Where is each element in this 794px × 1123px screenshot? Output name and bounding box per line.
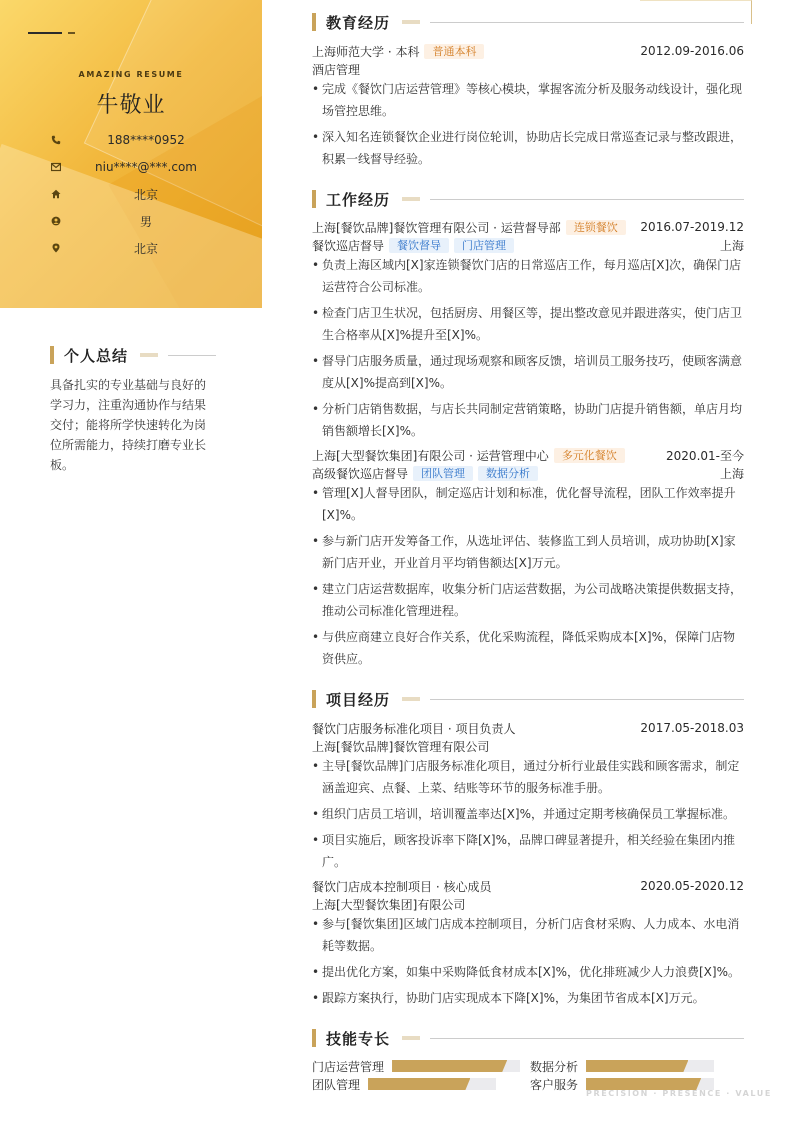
title-rule bbox=[430, 1038, 744, 1039]
job-role: 餐饮巡店督导 bbox=[312, 238, 385, 253]
location-value: 北京 bbox=[133, 241, 158, 256]
skills-title: 技能专长 bbox=[326, 1029, 391, 1048]
gender-value: 男 bbox=[139, 214, 152, 229]
decor-line bbox=[28, 32, 62, 34]
project-org: 上海[大型餐饮集团]有限公司 bbox=[312, 897, 466, 912]
projects-title: 项目经历 bbox=[326, 690, 391, 709]
school-name: 上海师范大学 · 本科 bbox=[312, 44, 420, 59]
title-accent-bar bbox=[312, 1029, 316, 1047]
job-city: 上海 bbox=[719, 466, 744, 481]
job-date: 2020.01-至今 bbox=[666, 448, 744, 463]
job-bullet: • 建立门店运营数据库，收集分析门店运营数据，为公司战略决策提供数据支持，推动公司标准化管理进程。 bbox=[312, 582, 743, 618]
education-title: 教育经历 bbox=[326, 13, 391, 32]
project-entry-head bbox=[312, 719, 744, 737]
title-dash bbox=[402, 20, 420, 24]
education-bullet: • 完成《餐饮门店运营管理》等核心模块，掌握客流分析及服务动线设计，强化现场管控思维。 bbox=[312, 82, 743, 118]
industry-tag: 连锁餐饮 bbox=[566, 220, 626, 235]
job-entry-head bbox=[312, 446, 744, 464]
skill-fill bbox=[368, 1078, 470, 1090]
title-dash bbox=[402, 697, 420, 701]
mail-icon bbox=[50, 161, 62, 173]
degree-tag: 普通本科 bbox=[424, 44, 484, 59]
title-rule bbox=[430, 699, 744, 700]
candidate-name: 牛敬业 bbox=[96, 93, 166, 118]
skills-section-title bbox=[312, 1029, 744, 1047]
education-bullet: • 深入知名连锁餐饮企业进行岗位轮训，协助店长完成日常巡查记录与整改跟进，积累一线督导经验。 bbox=[312, 130, 743, 166]
skill-tag: 数据分析 bbox=[478, 466, 538, 481]
job-bullet: • 负责上海区域内[X]家连锁餐饮门店的日常巡店工作，每月巡店[X]次，确保门店运营符合公司标准。 bbox=[312, 258, 742, 294]
project-date: 2020.05-2020.12 bbox=[640, 879, 744, 893]
gender-icon bbox=[50, 215, 62, 227]
title-rule bbox=[168, 355, 216, 356]
projects-section-title bbox=[312, 690, 744, 708]
tagline: AMAZING RESUME bbox=[78, 70, 184, 79]
phone-icon bbox=[50, 134, 62, 146]
skill-name: 客户服务 bbox=[530, 1077, 579, 1092]
phone-value: 188****0952 bbox=[107, 133, 185, 147]
skill-track bbox=[368, 1078, 496, 1090]
summary-title: 个人总结 bbox=[64, 346, 129, 365]
job-role-row bbox=[312, 236, 744, 254]
skill-tag: 门店管理 bbox=[454, 238, 514, 253]
skill-item bbox=[530, 1059, 714, 1073]
contact-location bbox=[50, 239, 230, 257]
title-rule bbox=[430, 22, 744, 23]
home-icon bbox=[50, 188, 62, 200]
skill-name: 门店运营管理 bbox=[312, 1059, 385, 1074]
skill-item bbox=[312, 1077, 496, 1091]
education-entry-head bbox=[312, 42, 744, 60]
education-section-title bbox=[312, 13, 744, 31]
job-bullet: • 督导门店服务质量，通过现场观察和顾客反馈，培训员工服务技巧，使顾客满意度从[X]%提高到[X]%。 bbox=[312, 354, 743, 390]
project-org: 上海[餐饮品牌]餐饮管理有限公司 bbox=[312, 739, 490, 754]
project-entry-head bbox=[312, 877, 744, 895]
project-bullet: • 提出优化方案，如集中采购降低食材成本[X]%，优化排班减少人力浪费[X]%。 bbox=[312, 965, 740, 979]
contact-home bbox=[50, 185, 230, 203]
project-name: 餐饮门店成本控制项目 · 核心成员 bbox=[312, 879, 492, 894]
project-bullet: • 项目实施后，顾客投诉率下降[X]%，品牌口碑显著提升，相关经验在集团内推广。 bbox=[312, 833, 735, 869]
job-role-row bbox=[312, 464, 744, 482]
title-rule bbox=[430, 199, 744, 200]
job-bullet: • 检查门店卫生状况，包括厨房、用餐区等，提出整改意见并跟进落实，使门店卫生合格率从[X]%提升至[X]%。 bbox=[312, 306, 743, 342]
sidebar-header bbox=[0, 0, 262, 308]
job-role: 高级餐饮巡店督导 bbox=[312, 466, 409, 481]
project-name: 餐饮门店服务标准化项目 · 项目负责人 bbox=[312, 721, 516, 736]
project-bullet: • 跟踪方案执行，协助门店实现成本下降[X]%，为集团节省成本[X]万元。 bbox=[312, 991, 705, 1005]
skill-tag: 团队管理 bbox=[413, 466, 473, 481]
skill-fill bbox=[586, 1060, 688, 1072]
work-title: 工作经历 bbox=[326, 190, 391, 209]
contact-email bbox=[50, 158, 230, 176]
title-dash bbox=[140, 353, 158, 357]
title-accent-bar bbox=[50, 346, 54, 364]
title-dash bbox=[402, 1036, 420, 1040]
project-bullet: • 参与[餐饮集团]区域门店成本控制项目，分析门店食材采购、人力成本、水电消耗等数据。 bbox=[312, 917, 740, 953]
title-dash bbox=[402, 197, 420, 201]
project-date: 2017.05-2018.03 bbox=[640, 721, 744, 735]
contact-gender bbox=[50, 212, 230, 230]
industry-tag: 多元化餐饮 bbox=[554, 448, 625, 463]
summary-text: 具备扎实的专业基础与良好的学习力，注重沟通协作与结果交付；能将所学快速转化为岗位所需能力，持续打磨专业长板。 bbox=[50, 378, 207, 472]
education-major-row bbox=[312, 60, 744, 78]
location-icon bbox=[50, 242, 62, 254]
job-bullet: • 参与新门店开发筹备工作，从选址评估、装修监工到人员培训，成功协助[X]家新门店开业，开业首月平均销售额达[X]万元。 bbox=[312, 534, 736, 570]
education-date: 2012.09-2016.06 bbox=[640, 44, 744, 58]
skill-fill bbox=[392, 1060, 507, 1072]
job-company: 上海[大型餐饮集团]有限公司 · 运营管理中心 bbox=[312, 448, 549, 463]
contact-phone bbox=[50, 131, 230, 149]
skill-name: 团队管理 bbox=[312, 1077, 361, 1092]
job-city: 上海 bbox=[719, 238, 744, 253]
title-accent-bar bbox=[312, 13, 316, 31]
work-section-title bbox=[312, 190, 744, 208]
job-date: 2016.07-2019.12 bbox=[640, 220, 744, 234]
project-bullet: • 主导[餐饮品牌]门店服务标准化项目，通过分析行业最佳实践和顾客需求，制定涵盖迎宾、点餐、上菜、结账等环节的服务标准手册。 bbox=[312, 759, 740, 795]
skill-name: 数据分析 bbox=[530, 1059, 579, 1074]
job-entry-head bbox=[312, 218, 744, 236]
email-value: niu****@***.com bbox=[95, 160, 197, 174]
job-company: 上海[餐饮品牌]餐饮管理有限公司 · 运营督导部 bbox=[312, 220, 561, 235]
skill-item bbox=[312, 1059, 520, 1073]
title-accent-bar bbox=[312, 690, 316, 708]
major-name: 酒店管理 bbox=[312, 62, 361, 77]
project-org-row bbox=[312, 737, 744, 755]
skill-tag: 餐饮督导 bbox=[389, 238, 449, 253]
summary-section-title bbox=[50, 346, 216, 364]
skill-track bbox=[586, 1060, 714, 1072]
home-value: 北京 bbox=[133, 187, 158, 202]
project-bullet: • 组织门店员工培训，培训覆盖率达[X]%，并通过定期考核确保员工掌握标准。 bbox=[312, 807, 735, 821]
decor-line bbox=[68, 32, 75, 34]
job-bullet: • 与供应商建立良好合作关系，优化采购流程，降低采购成本[X]%，保障门店物资供应。 bbox=[312, 630, 735, 666]
title-accent-bar bbox=[312, 190, 316, 208]
footer-tagline: PRECISION · PRESENCE · VALUE bbox=[586, 1089, 772, 1098]
skill-track bbox=[392, 1060, 520, 1072]
project-org-row bbox=[312, 895, 744, 913]
job-bullet: • 管理[X]人督导团队，制定巡店计划和标准，优化督导流程，团队工作效率提升[X]%。 bbox=[312, 486, 736, 522]
job-bullet: • 分析门店销售数据，与店长共同制定营销策略，协助门店提升销售额，单店月均销售额增长[X]%。 bbox=[312, 402, 743, 438]
